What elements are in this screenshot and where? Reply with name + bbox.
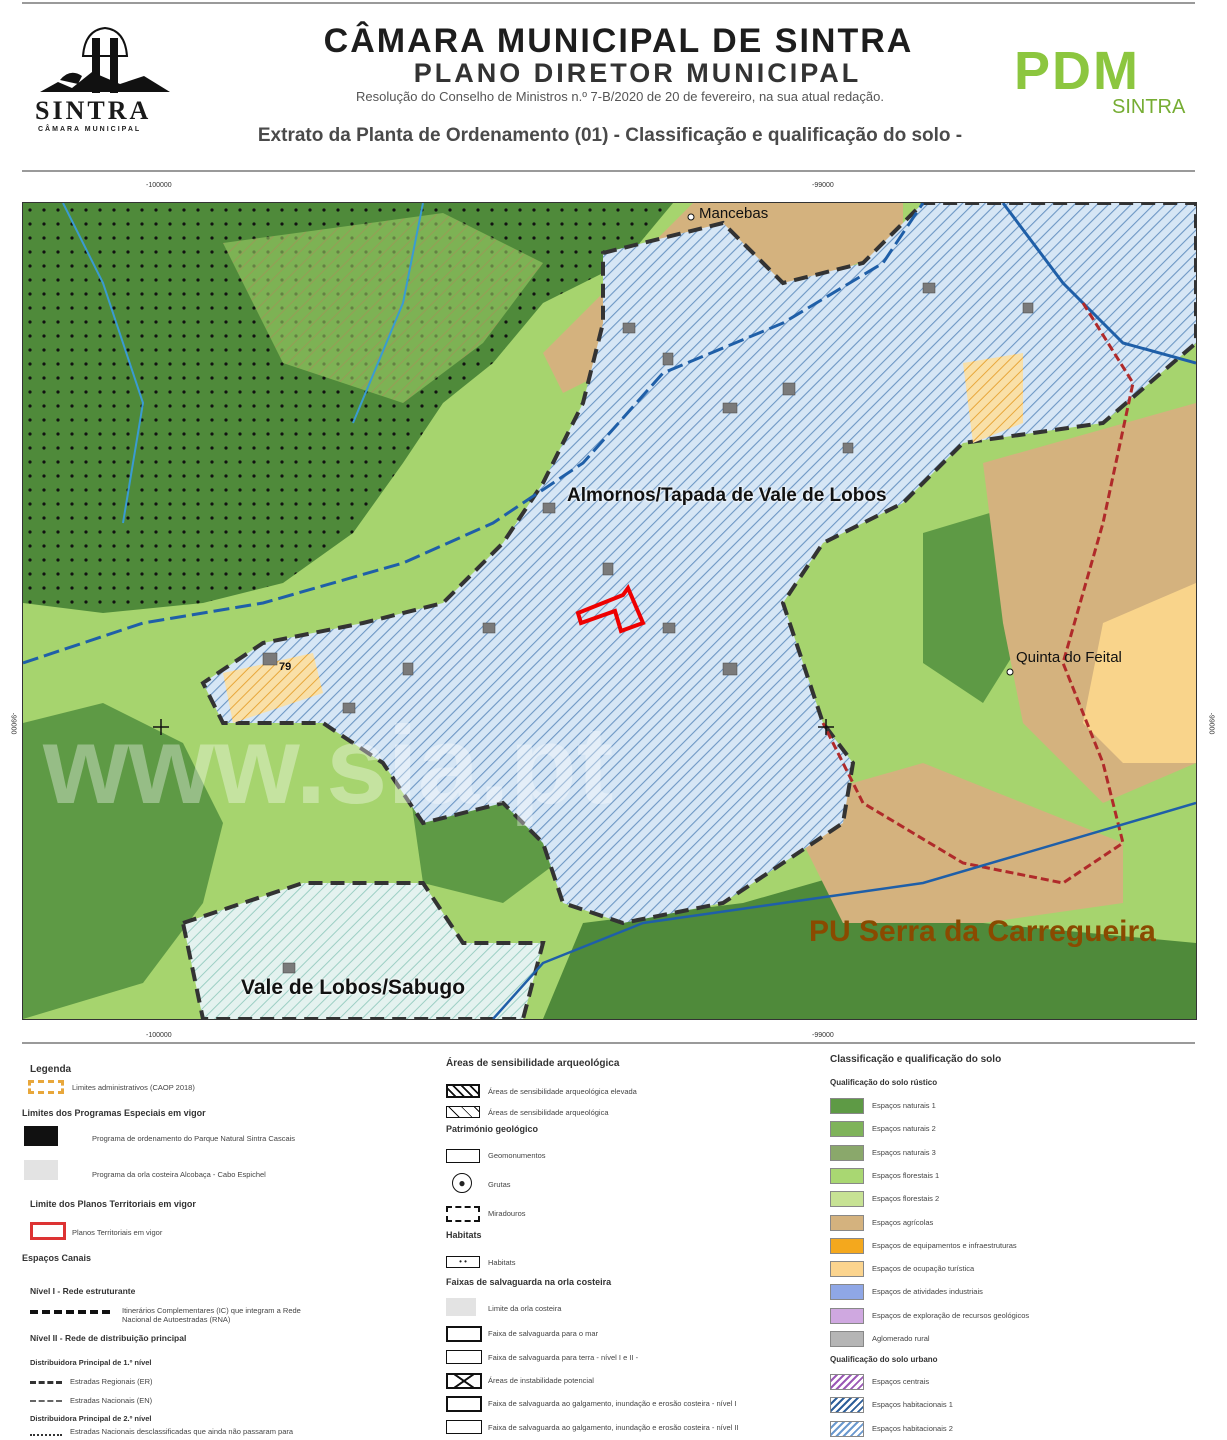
legend-terra: Faixa de salvaguarda para terra - nível I e II -: [488, 1353, 639, 1362]
legend-item-label: Espaços de exploração de recursos geológicos: [872, 1310, 1030, 1320]
resolution-text: Resolução do Conselho de Ministros n.º 7-B/2020 de 20 de fevereiro, na sua atual redação.: [356, 89, 884, 104]
label-vale-lobos: Vale de Lobos/Sabugo: [241, 976, 466, 999]
legend-swatch: [830, 1374, 864, 1390]
legend-item-label: Espaços naturais 3: [872, 1147, 936, 1157]
swatch-arch: [446, 1106, 480, 1118]
legend-item-label: Espaços habitacionais 2: [872, 1423, 953, 1433]
legend-swatch: [830, 1397, 864, 1413]
coord-top-left: -100000: [146, 182, 172, 189]
coord-right: -99000: [1207, 712, 1215, 735]
label-pu-serra: PU Serra da Carregueira: [809, 915, 1156, 948]
swatch-mar: [446, 1326, 482, 1342]
legend-espacos-canais: Espaços Canais: [22, 1253, 92, 1263]
legend-orla: Programa da orla costeira Alcobaça - Cabo Espichel: [92, 1170, 266, 1179]
logo-text: SINTRA: [35, 96, 152, 125]
legend-item-label: Aglomerado rural: [872, 1334, 930, 1343]
header-rule: [22, 170, 1195, 172]
grutas-icon: ●: [452, 1173, 472, 1193]
swatch-admin-limits: [28, 1080, 64, 1094]
swatch-galg2: [446, 1420, 482, 1434]
legend-en: Estradas Nacionais (EN): [70, 1396, 153, 1405]
map-svg: [23, 203, 1196, 1019]
legend-miradouros: Miradouros: [488, 1209, 526, 1218]
legend-swatch: [830, 1284, 864, 1300]
label-marker-79: 79: [279, 661, 292, 673]
watermark: www.sia.pt: [43, 704, 614, 827]
pdm-logo-sub: SINTRA: [1112, 96, 1186, 118]
swatch-pnsc: [24, 1126, 58, 1146]
legend-instab: Áreas de instabilidade potencial: [488, 1376, 594, 1385]
label-almornos: Almornos/Tapada de Vale de Lobos: [567, 485, 887, 506]
legend-pnsc: Programa de ordenamento do Parque Natural Sintra Cascais: [92, 1134, 296, 1143]
legend-ic: Itinerários Complementares (IC) que integram a Rede Nacional de Autoestradas (RNA): [122, 1306, 301, 1324]
legend-territorial-limit: Limite dos Planos Territoriais em vigor: [30, 1199, 196, 1209]
coord-left: -99000: [9, 712, 17, 735]
header: [0, 0, 1227, 175]
legend-arch: Áreas de sensibilidade arqueológica: [488, 1108, 609, 1117]
legend-urban-heading: Qualificação do solo urbano: [830, 1355, 938, 1364]
legend-swatch: [830, 1331, 864, 1347]
legend-er: Estradas Regionais (ER): [70, 1377, 153, 1386]
legend-swatch: [830, 1121, 864, 1137]
legend-special-programs: Limites dos Programas Especiais em vigor: [22, 1108, 206, 1118]
legend-grutas: Grutas: [488, 1180, 511, 1189]
swatch-instab: [446, 1373, 482, 1389]
label-quinta-feital: Quinta do Feital: [1016, 649, 1122, 666]
legend-swatch: [830, 1215, 864, 1231]
legend-swatch: [830, 1145, 864, 1161]
swatch-geomonumentos: [446, 1149, 480, 1163]
mancebas-marker: [688, 214, 694, 220]
swatch-limite-orla: [446, 1298, 476, 1316]
logo-subtext: CÂMARA MUNICIPAL: [38, 126, 142, 133]
label-mancebas: Mancebas: [699, 205, 769, 222]
swatch-miradouros: [446, 1206, 480, 1222]
swatch-ic: [30, 1310, 110, 1314]
swatch-arch-high: [446, 1084, 480, 1098]
legend-habitats: Habitats: [488, 1258, 516, 1267]
legend-galg1: Faixa de salvaguarda ao galgamento, inundação e erosão costeira - nível I: [488, 1399, 737, 1408]
legend-faixas-heading: Faixas de salvaguarda na orla costeira: [446, 1277, 612, 1287]
legend-item-label: Espaços agrícolas: [872, 1217, 934, 1227]
legend-swatch: [830, 1238, 864, 1254]
map-canvas[interactable]: [22, 202, 1197, 1020]
legend-limite-orla: Limite da orla costeira: [488, 1304, 562, 1313]
legend-nivel1: Nível I - Rede estruturante: [30, 1286, 136, 1296]
swatch-desc: [30, 1434, 62, 1436]
legend-item-label: Espaços centrais: [872, 1377, 930, 1386]
legend-arch-heading: Áreas de sensibilidade arqueológica: [446, 1058, 620, 1069]
legend-mar: Faixa de salvaguarda para o mar: [488, 1329, 599, 1338]
legend-nivel2: Nível II - Rede de distribuição principal: [30, 1333, 187, 1343]
page-subtitle: PLANO DIRETOR MUNICIPAL: [413, 58, 862, 88]
legend-swatch: [830, 1421, 864, 1437]
page-title: CÂMARA MUNICIPAL DE SINTRA: [323, 22, 914, 60]
legend-item-label: Espaços naturais 1: [872, 1101, 936, 1110]
legend-swatch: [830, 1191, 864, 1207]
legend-swatch: [830, 1168, 864, 1184]
legend-geomonumentos: Geomonumentos: [488, 1151, 546, 1160]
legend-item-label: Espaços habitacionais 1: [872, 1400, 953, 1410]
legend-dist2: Distribuidora Principal de 2.º nível: [30, 1414, 152, 1423]
swatch-er: [30, 1381, 62, 1384]
coord-top-right: -99000: [812, 182, 834, 189]
legend-dist1: Distribuidora Principal de 1.º nível: [30, 1358, 152, 1367]
legend-admin-limits: Limites administrativos (CAOP 2018): [72, 1083, 195, 1092]
legend-heading: Legenda: [30, 1064, 72, 1075]
legend-rule: [22, 1042, 1195, 1044]
quinta-marker: [1007, 669, 1013, 675]
legend-geo-heritage: Património geológico: [446, 1124, 539, 1134]
legend-item-label: Espaços florestais 1: [872, 1170, 940, 1180]
legend-desc: Estradas Nacionais desclassificadas que ainda não passaram para: [70, 1427, 294, 1436]
legend-item-label: Espaços florestais 2: [872, 1194, 940, 1204]
legend-planos: Planos Territoriais em vigor: [72, 1228, 163, 1237]
coord-bottom-left: -100000: [146, 1032, 172, 1039]
legend-habitats-heading: Habitats: [446, 1230, 482, 1240]
top-rule: [22, 2, 1195, 4]
swatch-planos: [30, 1222, 66, 1240]
legend-swatch: [830, 1098, 864, 1114]
legend-galg2: Faixa de salvaguarda ao galgamento, inundação e erosão costeira - nível II: [488, 1423, 739, 1432]
legend-item-label: Espaços naturais 2: [872, 1124, 936, 1134]
extract-title: Extrato da Planta de Ordenamento (01) - Classificação e qualificação do solo -: [257, 125, 963, 146]
legend-item-label: Espaços de equipamentos e infraestruturas: [872, 1240, 1017, 1250]
legend-item-label: Espaços de ocupação turística: [872, 1264, 975, 1274]
legend-rustic-heading: Qualificação do solo rústico: [830, 1078, 938, 1087]
swatch-en: [30, 1400, 62, 1402]
swatch-terra: [446, 1350, 482, 1364]
coord-bottom-right: -99000: [812, 1032, 834, 1039]
legend-arch-high: Áreas de sensibilidade arqueológica elevada: [488, 1087, 637, 1096]
legend-class-heading: Classificação e qualificação do solo: [830, 1054, 1002, 1065]
legend-item-label: Espaços de atividades industriais: [872, 1287, 983, 1297]
legend-swatch: [830, 1261, 864, 1277]
swatch-orla: [24, 1160, 58, 1180]
pdm-logo: PDM: [1014, 41, 1140, 101]
swatch-galg1: [446, 1396, 482, 1412]
swatch-habitats: • •: [446, 1256, 480, 1268]
legend-swatch: [830, 1308, 864, 1324]
